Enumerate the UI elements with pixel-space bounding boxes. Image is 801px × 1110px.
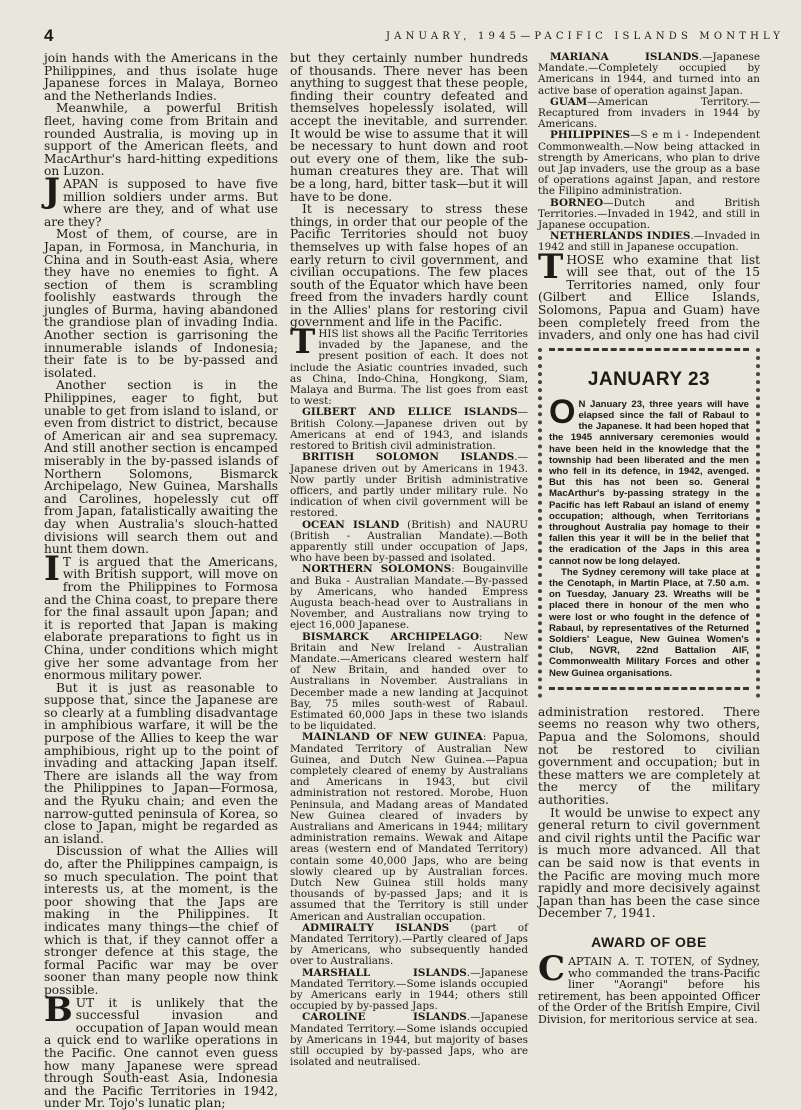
entry-heading: BISMARCK ARCHIPELAGO — [302, 630, 479, 643]
list-entry — [290, 520, 528, 565]
page-header — [44, 24, 784, 48]
list-entry — [290, 564, 528, 631]
entry-text: —Dutch and British Territories.—Invaded in 1942, and still in Japanese occupation. — [538, 196, 760, 232]
entry-text: (part of Mandated Territory).—Partly cleared of Japs by Americans, who subsequently handed over to Australians. — [290, 921, 528, 968]
entry-text: —American Territory.—Recaptured from invaders in 1944 by Americans. — [538, 95, 760, 131]
award-title: AWARD OF OBE — [591, 933, 707, 950]
entry-text: : New Britain and New Ireland - Australian Mandate.—Americans cleared western half of New Britain, and handed over to Australians in November. Australians in December made a new landing at Jacquinot Bay, 75 miles south-west of Rabaul. Estimated 60,000 Japs in these two islands to be liquidated. — [290, 630, 528, 733]
entry-heading: ADMIRALTY ISLANDS — [302, 921, 450, 934]
paragraph: Meanwhile, a powerful British fleet, having come from Britain and rounded Australia, is moving up in support of the American fleets, and MacArthur's hard-hitting expeditions on Luzon. — [44, 101, 278, 179]
box-paragraph: ON January 23, three years will have elapsed since the fall of Rabaul to the Japanese. It had been hoped that the 1945 anniversary ceremonies would have been held in the knowledge that the township had been liberated and the men who fell in its defence, in 1942, avenged. But this has not been so. General MacArthur's by-passing strategy in the Pacific has left Rabaul an island of enemy occupation; although, when Territorians throughout Australia pay homage to their fallen this year it will be in the belief that the eradication of the Japs in this area cannot now be long delayed. — [549, 392, 749, 567]
column-3 — [538, 52, 760, 1037]
list-entry — [538, 231, 760, 253]
paragraph: administration restored. There seems no reason why two others, Papua and the Solomons, should not be restored to civilian government and occupation; but in these matters we are completely at the mercy of the military authorities. — [538, 704, 760, 808]
paragraph: Discussion of what the Allies will do, after the Philippines campaign, is so much speculation. The point that interests us, at the moment, is the poor showing that the Japs are making in the Philippines. It indicates many things—the chief of which is that, if they cannot offer a stronger defence at this stage, the formal Pacific war may be over sooner than many people now think possible. — [44, 844, 278, 997]
entry-text: .—Invaded in 1942 and still in Japanese occupation. — [538, 230, 760, 254]
list-entry — [290, 923, 528, 968]
entry-heading: NORTHERN SOLOMONS — [302, 563, 452, 576]
entry-heading: BRITISH SOLOMON ISLANDS — [302, 451, 515, 464]
entry-heading: OCEAN ISLAND — [302, 518, 400, 531]
list-entry — [290, 968, 528, 1013]
january-23-box — [538, 348, 760, 698]
column-1 — [44, 51, 278, 1110]
list-entry — [538, 97, 760, 131]
entry-heading: NETHERLANDS INDIES — [550, 230, 691, 243]
entry-heading: MAINLAND OF NEW GUINEA — [302, 731, 483, 744]
paragraph: But it is just as reasonable to suppose that, since the Japanese are so clearly at a fumbling disadvantage in amphibious warfare, it will be the purpose of the Allies to keep the war amphibious, right up to the point of invading and attacking Japan itself. There are islands all the way from the Philippines to Japan—Formosa, and the Ryuku chain; and even the narrow-gutted peninsula of Korea, so close to Japan, might be regarded as an island. — [44, 680, 278, 846]
list-intro: THIS list shows all the Pacific Territories invaded by the Japanese, and the present position of each. It does not include the Asiatic countries invaded, such as China, Indo-China, Hongkong, Siam, Malaya and Burma. The list goes from east to west: — [290, 322, 528, 408]
entry-text: (British) and NAURU (British - Australian Mandate).—Both apparently still under occupation of Japs, who have been by-passed and isolated. — [290, 518, 528, 565]
section-paragraph: BUT it is unlikely that the successful invasion and occupation of Japan would mean a quick end to warlike operations in the Pacific. One cannot even guess how many Japanese were spread through South-east Asia, Indonesia and the Pacific Territories in 1942, under Mr. Tojo's lunatic plan; — [44, 989, 278, 1110]
running-head: JANUARY, 1945—PACIFIC ISLANDS MONTHLY — [385, 30, 784, 42]
entry-text: : Bougainville and Buka - Australian Mandate.—By-passed by Americans, who handed Empress Augusta beach-head over to Australians in November, and Australians now trying to eject 16,000 Japanese. — [290, 563, 528, 632]
paragraph: join hands with the Americans in the Philippines, and thus isolate huge Japanese forces in Malaya, Borneo and the Netherlands Indies. — [44, 51, 278, 103]
entry-heading: MARIANA ISLANDS — [550, 51, 699, 63]
entry-heading: CAROLINE ISLANDS — [302, 1011, 467, 1024]
list-entry — [290, 1012, 528, 1068]
section-paragraph: JAPAN is supposed to have five million soldiers under arms. But where are they, and of what use are they? — [44, 170, 278, 229]
paragraph: It would be unwise to expect any general return to civil government and civil rights until the Pacific war is much more advanced. All that can be said now is that events in the Pacific are moving much more rapidly and more decisively against Japan than has been the case since December 7, 1941. — [538, 805, 760, 921]
box-paragraph: The Sydney ceremony will take place at the Cenotaph, in Martin Place, at 7.50 a.m. on Tuesday, January 23. Wreaths will be placed there in honour of the men who were lost or who fought in the defence of Rabaul, by representatives of the Returned Soldiers' League, New Guinea Women's Club, NGVR, 22nd Battalion AIF, Commonwealth Military Forces and other New Guinea organisations. — [549, 566, 749, 679]
section-paragraph: THOSE who examine that list will see that, out of the 15 Territories named, only four (Gilbert and Ellice Islands, Solomons, Papua and Guam) have been completely freed from the invaders, and only one has had civil — [538, 246, 760, 343]
paragraph: Most of them, of course, are in Japan, in Formosa, in Manchuria, in China and in South-east Asia, where they have no enemies to fight. A section of them is scrambling foolishly eastwards through the jungles of Burma, having abandoned the grandiose plan of invading India. Another section is garrisoning the innumerable islands of Indonesia; their fate is to be by-passed and isolated. — [44, 227, 278, 380]
entry-text: —S e m i - Independent Commonwealth.—Now being attacked in strength by Americans, who plan to drive out Jap invaders, use the group as a base of operations against Japan, and restore the Filipino administration. — [538, 129, 760, 198]
box-top-rule — [549, 348, 749, 359]
box-bottom-rule — [549, 687, 749, 698]
entry-heading: GILBERT AND ELLICE ISLANDS — [302, 406, 518, 419]
territory-list-continued — [538, 52, 760, 254]
list-entry — [290, 732, 528, 922]
entry-heading: BORNEO — [550, 196, 604, 209]
section-paragraph: IT is argued that the Americans, with British support, will move on from the Philippines to Formosa and the China coast, to prepare there for the final assault upon Japan; and it is reported that Japan is making elaborate preparations to fight us in China, under conditions which might give her some advantage from her enormous military power. — [44, 548, 278, 683]
paragraph: but they certainly number hundreds of thousands. There never has been anything to suggest that these people, finding their country defeated and themselves hopelessly isolated, will accept the inevitable, and surrender. It would be wise to assume that it will be necessary to hunt down and root out every one of them, like the sub-human creatures they are. That will be a long, hard, bitter task—but it will have to be done. — [290, 51, 528, 204]
paragraph: Another section is in the Philippines, eager to fight, but unable to get from island to island, or even from district to district, because of American air and sea supremacy. And still another section is encamped miserably in the by-passed islands of Northern Solomons, Bismarck Archipelago, New Guinea, Marshalls and Carolines, hopelessly cut off from Japan, fatalistically awaiting the day when Australia's slouch-hatted divisions will search them out and hunt them down. — [44, 378, 278, 557]
column-2 — [290, 51, 528, 1069]
list-entry — [538, 198, 760, 232]
entry-heading: PHILIPPINES — [550, 129, 631, 142]
list-entry — [290, 407, 528, 452]
entry-heading: GUAM — [550, 95, 588, 108]
list-entry — [538, 130, 760, 197]
entry-text: .—Japanese Mandate.—Completely occupied by Americans in 1944, and turned into an active base of operation against Japan. — [538, 51, 760, 97]
list-entry — [538, 52, 760, 97]
entry-text: .—Japanese Mandated Territory.—Some islands occupied by Americans early in 1944; others still occupied by by-passed Japs. — [290, 966, 528, 1013]
entry-heading: MARSHALL ISLANDS — [302, 966, 467, 979]
entry-text: .—Japanese Mandated Territory.—Some islands occupied by Americans in 1944, but majority of bases still occupied by by-passed Japs, who are isolated and neutralised. — [290, 1011, 528, 1069]
list-entry — [290, 452, 528, 519]
page-number: 4 — [44, 26, 54, 45]
entry-text: —British Colony.—Japanese driven out by Americans at end of 1943, and islands restored to British civil administration. — [290, 406, 528, 453]
territory-list — [290, 322, 528, 1069]
paragraph: It is necessary to stress these things, in order that our people of the Pacific Territories should not buoy themselves up with false hopes of an early return to civil government, and civilian occupations. The few places south of the Equator which have been freed from the invaders hardly count in the Allies' plans for restoring civil government and life in the Pacific. — [290, 202, 528, 330]
box-title: JANUARY 23 — [587, 368, 711, 390]
entry-text: : Papua, Mandated Territory of Australian New Guinea, and Dutch New Guinea.—Papua completely cleared of enemy by Australians and Americans in 1943, but civil administration not restored. Morobe, Huon Peninsula, and Madang areas of Mandated New Guinea cleared of invaders by Australians and Americans in 1944; military administration remains. Wewak and Aitape areas (western end of Mandated Territory) contain some 40,000 Japs, who are being slowly cleared up by Australian forces. Dutch New Guinea still holds many thousands of by-passed Japs; and it is assumed that the Territory is still under American and Australian occupation. — [290, 731, 528, 923]
entry-text: .—Japanese driven out by Americans in 1943. Now partly under British administrative officers, and partly under military rule. No indication of when civil government will be restored. — [290, 451, 528, 520]
list-entry — [290, 632, 528, 733]
award-text: CAPTAIN A. T. TOTEN, of Sydney, who commanded the trans-Pacific liner "Aorangi" before his retirement, has been appointed Officer of the Order of the British Empire, Civil Division, for meritorious service at sea. — [538, 948, 760, 1026]
